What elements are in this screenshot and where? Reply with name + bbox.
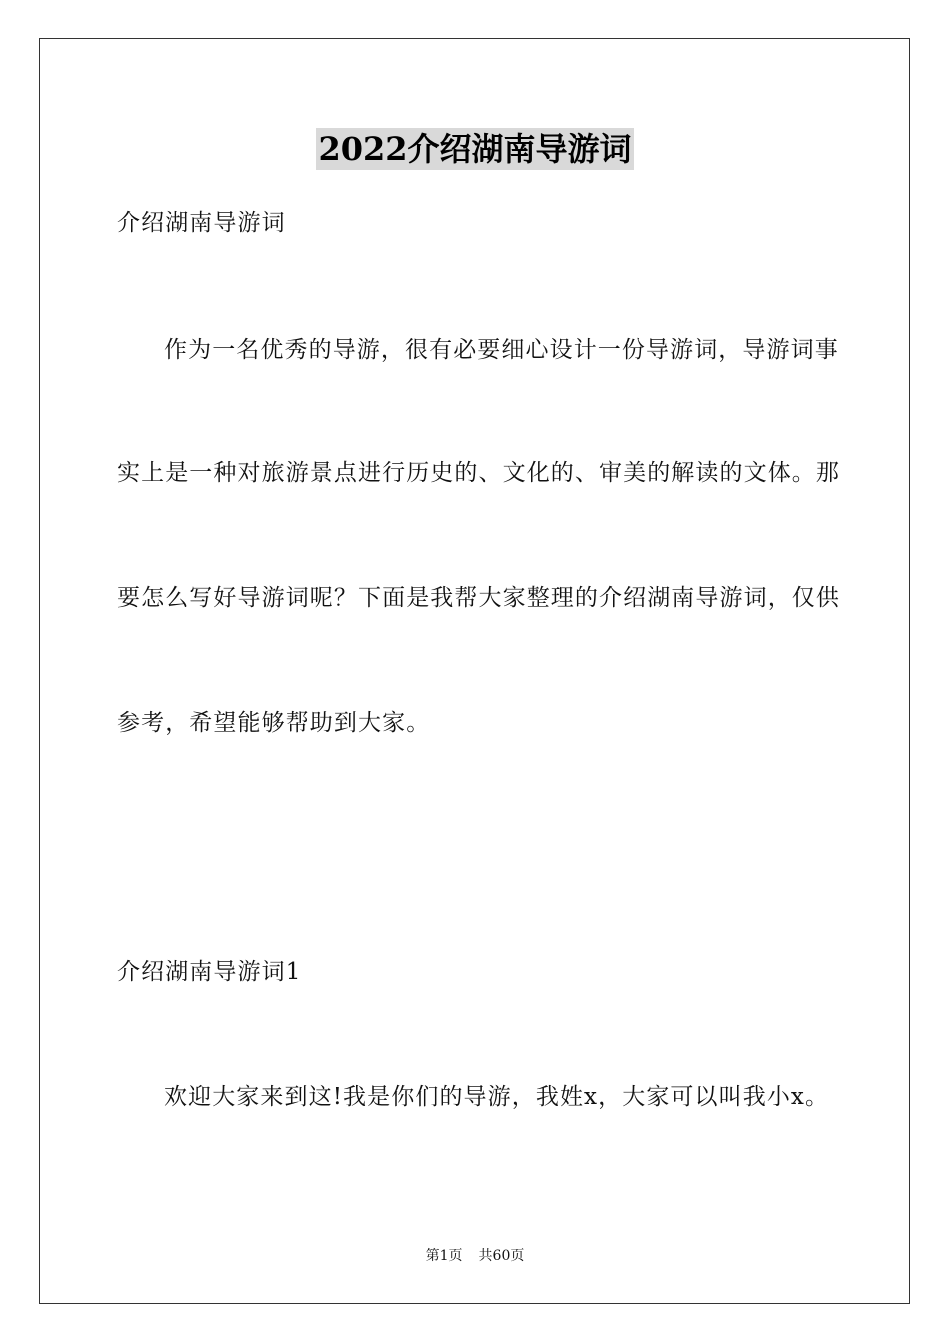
page-footer bbox=[0, 1247, 950, 1265]
paragraph-line: 实上是一种对旅游景点进行历史的、文化的、审美的解读的文体。那 bbox=[117, 460, 840, 486]
paragraph-line: 作为一名优秀的导游，很有必要细心设计一份导游词，导游词事 bbox=[164, 337, 839, 363]
document-title-wrapper bbox=[0, 128, 950, 170]
paragraph-line: 欢迎大家来到这!我是你们的导游，我姓x，大家可以叫我小x。 bbox=[164, 1084, 830, 1110]
paragraph-line: 要怎么写好导游词呢？下面是我帮大家整理的介绍湖南导游词，仅供 bbox=[117, 585, 840, 611]
page-total: 共60页 bbox=[478, 1248, 525, 1264]
document-title: 2022介绍湖南导游词 bbox=[318, 130, 632, 168]
section-heading: 介绍湖南导游词1 bbox=[117, 959, 302, 985]
page-number: 第1页 bbox=[425, 1248, 463, 1264]
paragraph-line: 参考，希望能够帮助到大家。 bbox=[117, 710, 431, 736]
document-subtitle: 介绍湖南导游词 bbox=[117, 210, 286, 236]
